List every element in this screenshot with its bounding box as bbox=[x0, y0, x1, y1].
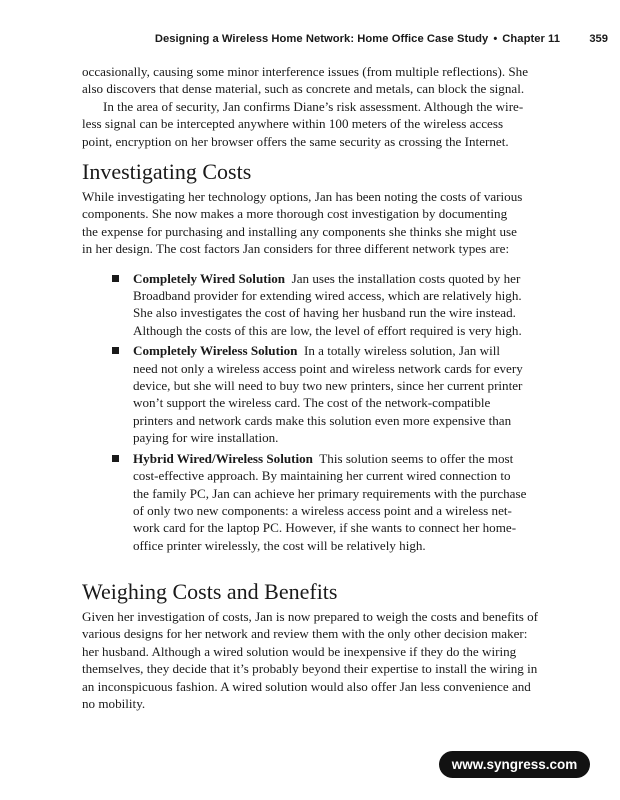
text-line: cost-effective approach. By maintaining her current wired connection to bbox=[133, 468, 511, 484]
text-line: occasionally, causing some minor interference issues (from multiple reflections). She bbox=[82, 64, 529, 79]
text-line: work card for the laptop PC. However, if she wants to connect her home- bbox=[133, 520, 517, 536]
list-item-term: Completely Wired Solution bbox=[133, 270, 286, 286]
text-line: Although the costs of this are low, the level of effort required is very high. bbox=[133, 322, 522, 338]
list-item-first-text: This solution seems to offer the most bbox=[319, 450, 514, 466]
text-line: the expense for purchasing and installing any components she thinks she might use bbox=[82, 223, 517, 239]
list-item-first-text: In a totally wireless solution, Jan will bbox=[303, 343, 500, 359]
text-line: Broadband provider for extending wired access, which are relatively high. bbox=[133, 288, 522, 304]
weighing-paragraph bbox=[82, 608, 562, 712]
cost-factor-list bbox=[82, 270, 562, 555]
text-line: of only two new components: a wireless access point and a wireless net- bbox=[133, 502, 512, 518]
text-line: won’t support the wireless card. The cost of the network-compatible bbox=[133, 395, 491, 411]
publisher-url-badge[interactable]: www.syngress.com bbox=[439, 751, 590, 778]
text-line bbox=[133, 450, 562, 467]
investigating-costs-section bbox=[82, 159, 562, 557]
running-header-title: Designing a Wireless Home Network: Home Office Case Study bbox=[154, 33, 489, 45]
intro-paragraph bbox=[82, 63, 562, 98]
list-item-term: Hybrid Wired/Wireless Solution bbox=[133, 450, 313, 466]
text-line: themselves, they decide that it’s probably beyond their expertise to install the wiring in bbox=[82, 661, 538, 677]
text-line: While investigating her technology options, Jan has been noting the costs of various bbox=[82, 189, 523, 204]
list-item-text bbox=[133, 450, 562, 554]
text-line: no mobility. bbox=[82, 696, 146, 712]
square-bullet-icon bbox=[112, 347, 119, 354]
text-line: paying for wire installation. bbox=[133, 430, 279, 446]
list-item-term: Completely Wireless Solution bbox=[133, 343, 298, 359]
section-heading-weighing-costs: Weighing Costs and Benefits bbox=[82, 579, 338, 604]
text-line: in her design. The cost factors Jan considers for three different network types are: bbox=[82, 241, 510, 257]
page-number: 359 bbox=[589, 33, 608, 45]
investigating-paragraph bbox=[82, 188, 562, 258]
text-line: She also investigates the cost of having her husband run the wire instead. bbox=[133, 305, 516, 321]
text-line: her husband. Although a wired solution would be inexpensive if they do the wiring bbox=[82, 643, 517, 659]
list-item-text bbox=[133, 342, 562, 446]
text-line: the family PC, Jan can achieve her primary requirements with the purchase bbox=[133, 485, 527, 501]
running-header bbox=[0, 33, 560, 45]
text-line bbox=[133, 270, 562, 287]
text-line: printers and network cards make this solution even more expensive than bbox=[133, 412, 512, 428]
text-line: various designs for her network and review them with the only other decision maker: bbox=[82, 626, 528, 642]
intro-paragraph-block bbox=[82, 63, 562, 150]
text-line: components. She now makes a more thorough cost investigation by documenting bbox=[82, 206, 508, 222]
text-line: point, encryption on her browser offers the same security as crossing the Internet. bbox=[82, 133, 509, 149]
list-item-hybrid bbox=[82, 450, 562, 554]
text-line: office printer wirelessly, the cost will be relatively high. bbox=[133, 537, 426, 553]
text-line: an inconspicuous fashion. A wired solution would also offer Jan less convenience and bbox=[82, 678, 531, 694]
list-item-text bbox=[133, 270, 562, 340]
square-bullet-icon bbox=[112, 455, 119, 462]
text-line: Given her investigation of costs, Jan is now prepared to weigh the costs and benefits of bbox=[82, 609, 538, 624]
list-item-wireless bbox=[82, 342, 562, 446]
text-line: less signal can be intercepted anywhere within 100 meters of the wireless access bbox=[82, 116, 504, 132]
section-heading-investigating-costs: Investigating Costs bbox=[82, 159, 252, 184]
security-paragraph bbox=[82, 98, 562, 150]
weighing-costs-section bbox=[82, 579, 562, 712]
text-line bbox=[133, 342, 562, 359]
running-header-chapter: Chapter 11 bbox=[502, 33, 560, 45]
text-line: device, but she will need to buy two new printers, since her current printer bbox=[133, 378, 523, 394]
square-bullet-icon bbox=[112, 275, 119, 282]
text-line: need not only a wireless access point and wireless network cards for every bbox=[133, 360, 523, 376]
list-item-wired bbox=[82, 270, 562, 340]
running-header-separator: • bbox=[493, 33, 498, 45]
text-line: also discovers that dense material, such as concrete and metals, can block the signal. bbox=[82, 81, 525, 97]
text-line: In the area of security, Jan confirms Diane’s risk assessment. Although the wire- bbox=[103, 98, 524, 114]
list-item-first-text: Jan uses the installation costs quoted by her bbox=[291, 270, 521, 286]
